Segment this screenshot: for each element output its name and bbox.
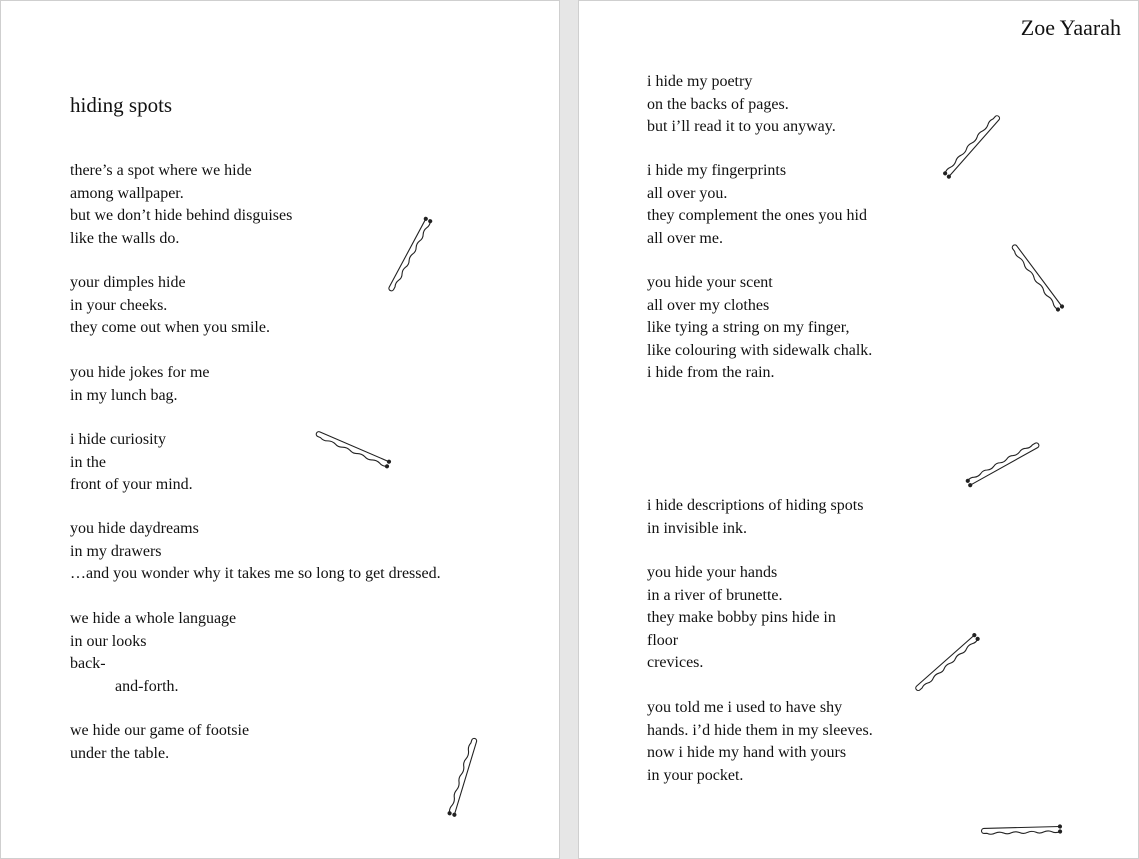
stanza <box>70 518 441 586</box>
poem-line: they make bobby pins hide in <box>647 609 836 626</box>
poem-line: among wallpaper. <box>70 184 184 202</box>
poem-line: they complement the ones you hid <box>647 207 867 224</box>
poem-line: i hide descriptions of hiding spots <box>647 497 864 514</box>
poem-line: back- <box>70 655 106 672</box>
poem-line: in your cheeks. <box>70 296 168 314</box>
poem-line: we hide our game of footsie <box>70 722 250 739</box>
poem-line: now i hide my hand with yours <box>647 744 847 761</box>
bobby-pin-icon <box>909 630 976 690</box>
poem-line: you told me i used to have shy <box>647 699 843 716</box>
stanza <box>70 720 249 765</box>
poem-line: hands. i’d hide them in my sleeves. <box>647 721 873 739</box>
poem-line: all over my clothes <box>647 296 770 314</box>
stanza <box>70 160 292 250</box>
stanza <box>647 71 836 139</box>
poem-line: like colouring with sidewalk chalk. <box>647 341 873 359</box>
stanza <box>70 362 210 407</box>
poem-line: you hide jokes for me <box>70 364 210 381</box>
stanza <box>647 495 863 540</box>
poem-line: and-forth. <box>115 677 179 695</box>
stanza <box>70 272 270 340</box>
poem-line: in my lunch bag. <box>70 386 178 404</box>
poem-line: in my drawers <box>70 542 162 560</box>
poem-line: crevices. <box>647 654 704 671</box>
poem-line: but we don’t hide behind disguises <box>70 207 293 224</box>
poem-line: we hide a whole language <box>70 610 237 627</box>
poem-line: i hide my poetry <box>647 73 753 90</box>
poem-line: your dimples hide <box>70 274 186 291</box>
stanza <box>647 697 873 787</box>
poem-line: you hide your scent <box>647 274 773 291</box>
poem-line: in invisible ink. <box>647 519 747 537</box>
poem-line: …and you wonder why it takes me so long to get dressed. <box>70 565 441 582</box>
poem-line: i hide my fingerprints <box>647 162 787 179</box>
poem-line: in the <box>70 453 106 471</box>
stanza <box>647 562 836 675</box>
stanza <box>647 160 867 250</box>
poem-line: all over me. <box>647 229 723 247</box>
poem-line: floor <box>647 631 679 649</box>
poem-title: hiding spots <box>70 93 173 117</box>
poem-line: they come out when you smile. <box>70 319 270 336</box>
poem-line: but i’ll read it to you anyway. <box>647 118 836 135</box>
author-name: Zoe Yaarah <box>1020 15 1121 40</box>
stanza <box>70 608 236 698</box>
bobby-pin-icon <box>1013 239 1068 308</box>
bobby-pin-icon <box>381 215 428 291</box>
bobby-pin-icon <box>969 444 1044 492</box>
poem-line: under the table. <box>70 744 170 762</box>
poem-line: you hide daydreams <box>70 520 199 537</box>
poem-line: like tying a string on my finger, <box>647 319 850 336</box>
bobby-pin-icon <box>981 819 1060 831</box>
stanza <box>647 272 872 385</box>
poem-line: i hide curiosity <box>70 431 166 448</box>
bobby-pin-icon <box>947 116 1006 182</box>
poem-line: i hide from the rain. <box>647 364 775 381</box>
right-page <box>578 0 1139 859</box>
poem-line: like the walls do. <box>70 229 180 247</box>
poem-line: there’s a spot where we hide <box>70 162 252 179</box>
poem-line: all over you. <box>647 184 728 202</box>
stanza <box>70 429 193 497</box>
left-page <box>0 0 560 859</box>
poem-line: in a river of brunette. <box>647 586 783 604</box>
bobby-pin-icon <box>316 424 392 464</box>
poem-line: in your pocket. <box>647 766 744 784</box>
poem-line: in our looks <box>70 632 147 650</box>
poem-line: front of your mind. <box>70 476 193 493</box>
bobby-pin-icon <box>452 738 485 817</box>
poem-line: you hide your hands <box>647 564 778 581</box>
poem-line: on the backs of pages. <box>647 95 789 113</box>
